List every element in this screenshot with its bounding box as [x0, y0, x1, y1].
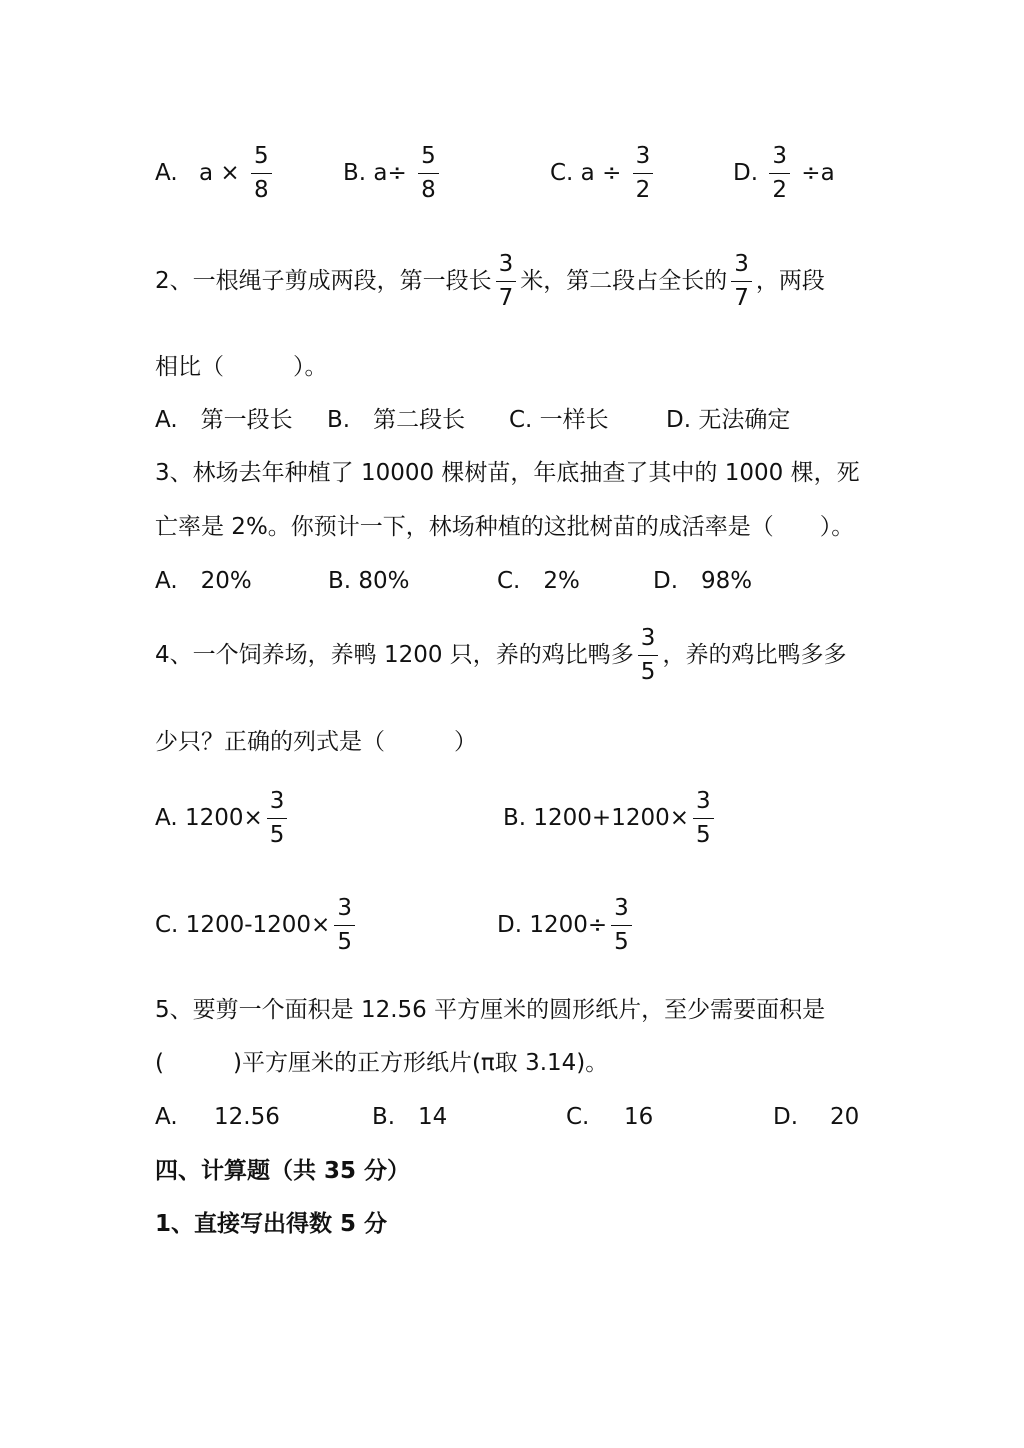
q2-option-d: D. 无法确定 [666, 407, 791, 433]
fraction [693, 790, 714, 847]
numerator: 3 [635, 143, 651, 169]
fraction [251, 145, 272, 202]
fraction [769, 145, 790, 202]
fraction-bar [418, 173, 439, 174]
denominator: 5 [640, 659, 656, 685]
q5-question-line2: ( )平方厘米的正方形纸片(π取 3.14)。 [155, 1050, 609, 1076]
option-label: D. [733, 160, 759, 186]
option-text: B. a÷ [343, 160, 407, 186]
q3-option-b: B. 80% [328, 568, 410, 594]
numerator: 3 [498, 251, 514, 277]
fraction-bar [611, 925, 632, 926]
q5-option-a-value: 12.56 [214, 1104, 280, 1130]
numerator: 3 [640, 625, 656, 651]
numerator: 3 [269, 788, 285, 814]
numerator: 3 [337, 895, 352, 921]
numerator: 5 [253, 143, 269, 169]
q4-option-b [503, 790, 718, 847]
q5-option-c-value: 16 [624, 1104, 654, 1130]
q3-option-c: C. 2% [497, 568, 580, 594]
denominator: 5 [696, 822, 711, 848]
fraction-bar [769, 173, 790, 174]
question-text: 米，第二段占全长的 [520, 268, 728, 294]
q5-option-c-label: C. [566, 1104, 590, 1130]
section-heading: 四、计算题（共 35 分） [155, 1158, 411, 1184]
option-text: A. 1200× [155, 805, 263, 831]
question-text: ，养的鸡比鸭多多 [662, 642, 847, 668]
fraction [731, 253, 752, 310]
denominator: 7 [734, 285, 749, 311]
fraction [496, 253, 517, 310]
q4-option-a [155, 790, 291, 847]
numerator: 5 [421, 143, 436, 169]
option-text: a × [198, 160, 240, 186]
q5-question-line1: 5、要剪一个面积是 12.56 平方厘米的圆形纸片，至少需要面积是 [155, 997, 826, 1023]
fraction-bar [251, 173, 272, 174]
fraction [334, 897, 355, 954]
q2-option-c: C. 一样长 [509, 407, 609, 433]
q3-question-line2: 亡率是 2%。你预计一下，林场种植的这批树苗的成活率是（ ）。 [155, 514, 855, 540]
q4-question-line1 [155, 627, 846, 684]
denominator: 5 [614, 929, 629, 955]
numerator: 3 [614, 895, 629, 921]
q2-option-b: B. 第二段长 [327, 407, 466, 433]
option-text: B. 1200+1200× [503, 805, 690, 831]
q1-option-b [343, 145, 443, 202]
option-text: ÷a [801, 160, 835, 186]
question-text: ，两段 [755, 268, 825, 294]
fraction-bar [693, 818, 714, 819]
fraction-bar [633, 173, 654, 174]
q3-question-line1: 3、林场去年种植了 10000 棵树苗，年底抽查了其中的 1000 棵，死 [155, 460, 860, 486]
option-label: A. [155, 160, 178, 186]
fraction [418, 145, 439, 202]
q5-option-b-value: 14 [418, 1104, 448, 1130]
fraction-bar [267, 818, 288, 819]
denominator: 2 [772, 177, 787, 203]
denominator: 8 [421, 177, 436, 203]
q5-option-d-label: D. [773, 1104, 799, 1130]
question-text: 4、一个饲养场，养鸭 1200 只，养的鸡比鸭多 [155, 642, 634, 668]
q4-option-d [497, 897, 636, 954]
q5-option-b-label: B. [372, 1104, 396, 1130]
numerator: 3 [734, 251, 749, 277]
fraction-bar [334, 925, 355, 926]
q2-question-line1 [155, 253, 825, 310]
fraction [267, 790, 288, 847]
fraction [633, 145, 654, 202]
fraction-bar [731, 281, 752, 282]
q1-option-d [733, 145, 835, 202]
q5-option-d-value: 20 [830, 1104, 860, 1130]
fraction-bar [638, 655, 659, 656]
option-text: C. 1200-1200× [155, 912, 331, 938]
q3-option-a: A. 20% [155, 568, 252, 594]
fraction [638, 627, 659, 684]
question-text: 2、一根绳子剪成两段，第一段长 [155, 268, 492, 294]
q2-option-a: A. 第一段长 [155, 407, 293, 433]
subsection-heading: 1、直接写出得数 5 分 [155, 1211, 388, 1237]
q4-question-line2: 少只？正确的列式是（ ） [155, 729, 477, 755]
q2-question-line2: 相比（ ）。 [155, 354, 328, 380]
q1-option-c [550, 145, 657, 202]
q4-option-c [155, 897, 359, 954]
denominator: 7 [498, 285, 514, 311]
denominator: 8 [253, 177, 269, 203]
numerator: 3 [696, 788, 711, 814]
denominator: 2 [635, 177, 651, 203]
fraction-bar [496, 281, 517, 282]
numerator: 3 [772, 143, 787, 169]
option-text: C. a ÷ [550, 160, 622, 186]
denominator: 5 [269, 822, 285, 848]
q3-option-d: D. 98% [653, 568, 753, 594]
q5-option-a-label: A. [155, 1104, 178, 1130]
fraction [611, 897, 632, 954]
q1-option-a [155, 145, 276, 202]
option-text: D. 1200÷ [497, 912, 608, 938]
denominator: 5 [337, 929, 352, 955]
